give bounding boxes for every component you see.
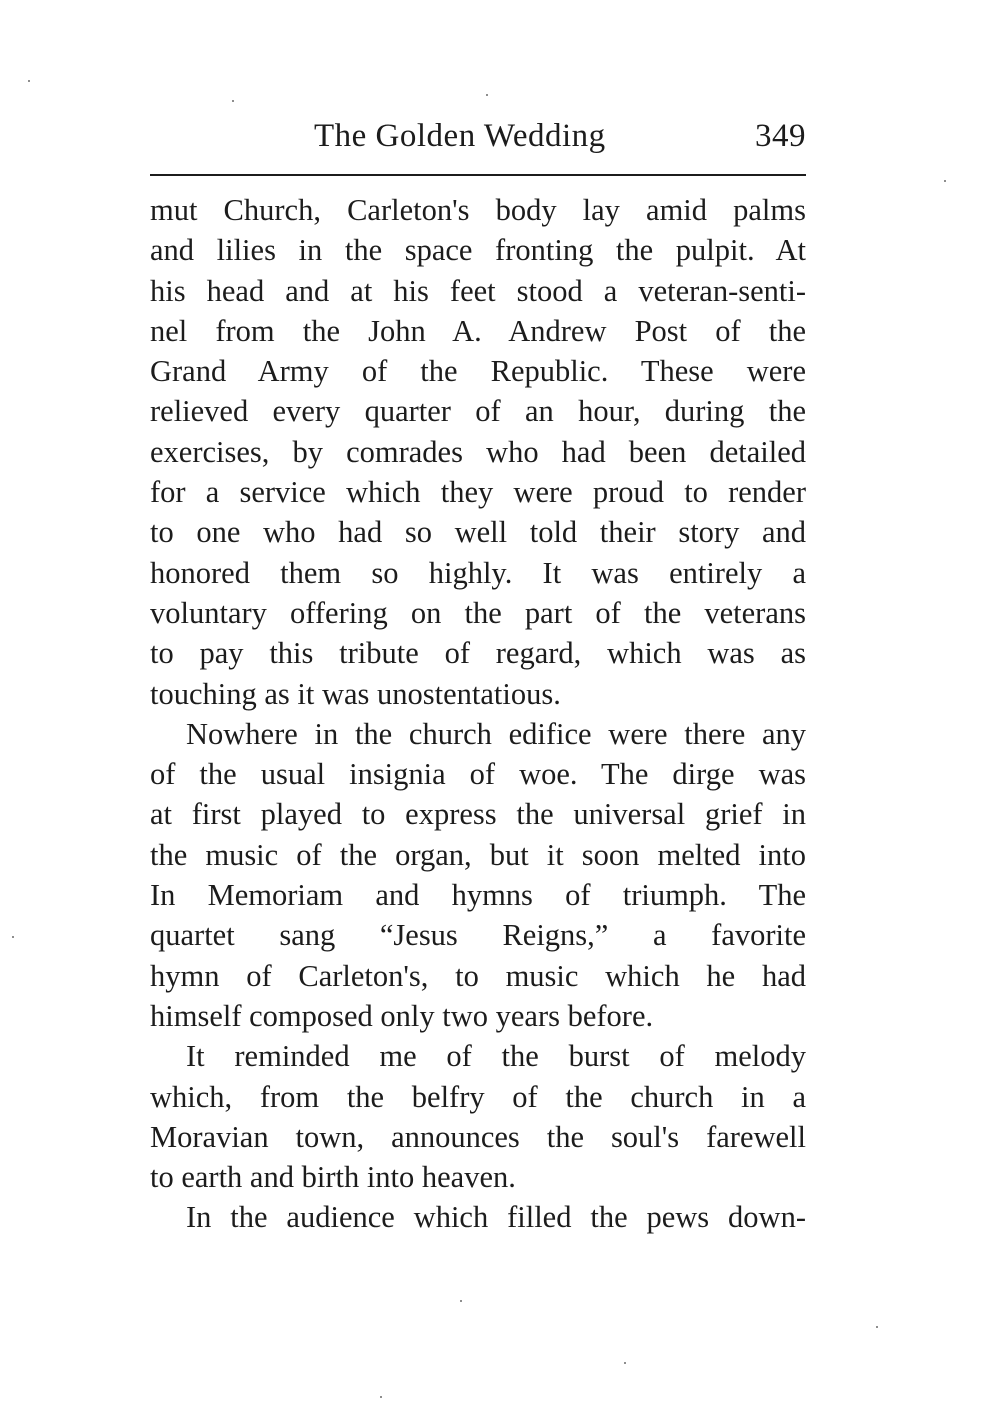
paragraph-end-line: touching as it was unostentatious. bbox=[150, 676, 561, 711]
text-line: quartet sang “Jesus Reigns,” a favorite bbox=[150, 918, 806, 953]
scan-speck bbox=[876, 1326, 878, 1328]
text-line: Grand Army of the Republic. These were bbox=[150, 354, 806, 389]
text-line: relieved every quarter of an hour, during the bbox=[150, 394, 806, 429]
scan-speck bbox=[380, 1396, 382, 1398]
scan-speck bbox=[12, 936, 14, 938]
text-line: honored them so highly. It was entirely a bbox=[150, 555, 806, 590]
text-line: at first played to express the universal grief in bbox=[150, 797, 806, 832]
scan-speck bbox=[624, 1362, 626, 1364]
text-line: mut Church, Carleton's body lay amid palms bbox=[150, 193, 806, 227]
text-line: In Memoriam and hymns of triumph. The bbox=[150, 878, 806, 913]
text-line: his head and at his feet stood a veteran-senti- bbox=[150, 273, 806, 308]
paragraph-end-line: to earth and birth into heaven. bbox=[150, 1160, 516, 1195]
scan-speck bbox=[232, 100, 234, 102]
paragraph-first-line: In the audience which filled the pews down- bbox=[186, 1200, 806, 1235]
page-number: 349 bbox=[755, 118, 806, 154]
text-line: the music of the organ, but it soon melted into bbox=[150, 837, 806, 872]
scan-speck bbox=[28, 80, 30, 82]
text-line: and lilies in the space fronting the pulpit. At bbox=[150, 233, 806, 268]
running-title: The Golden Wedding bbox=[314, 118, 606, 154]
paragraph-first-line: Nowhere in the church edifice were there any bbox=[186, 716, 806, 751]
header-rule bbox=[150, 174, 806, 176]
scan-speck bbox=[944, 180, 946, 182]
text-line: Moravian town, announces the soul's farewell bbox=[150, 1119, 806, 1154]
paragraph-end-line: himself composed only two years before. bbox=[150, 998, 654, 1033]
text-line: for a service which they were proud to render bbox=[150, 475, 806, 510]
body-text bbox=[150, 190, 806, 1238]
scan-speck bbox=[486, 94, 488, 96]
text-line: hymn of Carleton's, to music which he had bbox=[150, 958, 806, 993]
text-line: to one who had so well told their story and bbox=[150, 515, 806, 550]
page-header bbox=[150, 112, 806, 168]
text-line: exercises, by comrades who had been detailed bbox=[150, 434, 806, 469]
text-line: voluntary offering on the part of the veterans bbox=[150, 595, 806, 630]
scan-speck bbox=[460, 1300, 462, 1302]
text-line: which, from the belfry of the church in a bbox=[150, 1079, 806, 1114]
text-line: to pay this tribute of regard, which was as bbox=[150, 636, 806, 671]
text-line: nel from the John A. Andrew Post of the bbox=[150, 313, 806, 348]
paragraph-first-line: It reminded me of the burst of melody bbox=[186, 1039, 806, 1074]
text-line: of the usual insignia of woe. The dirge was bbox=[150, 757, 806, 792]
